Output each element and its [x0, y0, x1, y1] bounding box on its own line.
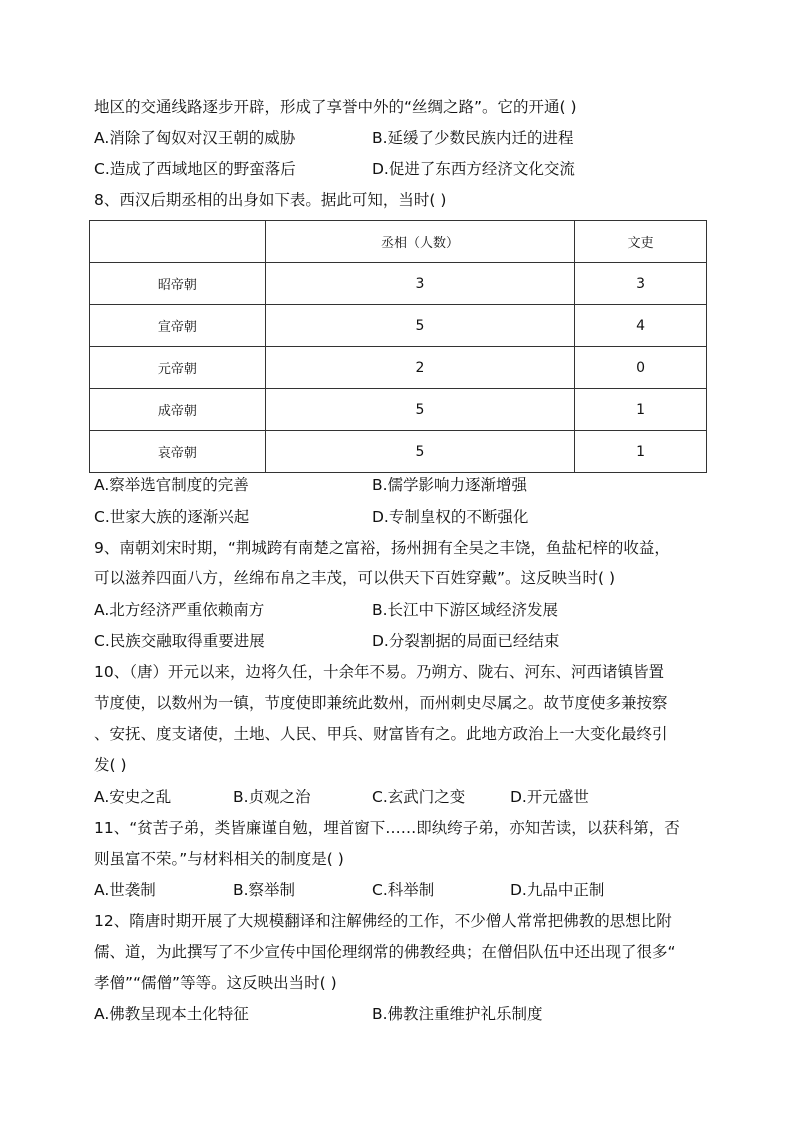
table-row	[90, 305, 707, 347]
table-row	[90, 347, 707, 389]
q12-stem-line-1: 12、隋唐时期开展了大规模翻译和注解佛经的工作，不少僧人常常把佛教的思想比附	[94, 912, 672, 930]
q8-option-a[interactable]: A.察举选官制度的完善	[94, 476, 249, 494]
q9-stem-line-1: 9、南朝刘宋时期，“荆城跨有南楚之富裕，扬州拥有全吴之丰饶，鱼盐杞梓的收益，	[94, 539, 670, 557]
table-cell-chancellors: 5	[265, 431, 574, 473]
q7-option-a[interactable]: A.消除了匈奴对汉王朝的威胁	[94, 129, 296, 147]
q10-stem-line-2: 节度使，以数州为一镇，节度使即兼统此数州，而州刺史尽属之。故节度使多兼按察	[94, 694, 668, 712]
table-row	[90, 431, 707, 473]
table-row	[90, 389, 707, 431]
q8-option-c[interactable]: C.世家大族的逐渐兴起	[94, 508, 250, 526]
table-cell-era: 成帝朝	[90, 389, 266, 431]
table-cell-era: 昭帝朝	[90, 263, 266, 305]
q8-table	[89, 220, 707, 473]
q8-option-b[interactable]: B.儒学影响力逐渐增强	[372, 476, 528, 494]
q12-stem-line-3: 孝僧”“儒僧”等等。这反映出当时( )	[94, 974, 337, 992]
q7-option-d[interactable]: D.促进了东西方经济文化交流	[372, 160, 575, 178]
table-cell-clerks: 3	[575, 263, 707, 305]
q10-option-b[interactable]: B.贞观之治	[233, 788, 311, 806]
q12-option-a[interactable]: A.佛教呈现本土化特征	[94, 1005, 249, 1023]
q8-stem: 8、西汉后期丞相的出身如下表。据此可知，当时( )	[94, 191, 447, 209]
q10-stem-line-4: 发( )	[94, 756, 127, 774]
q7-option-b[interactable]: B.延缓了少数民族内迁的进程	[372, 129, 574, 147]
q10-option-d[interactable]: D.开元盛世	[510, 788, 589, 806]
table-header-row	[90, 221, 707, 263]
table-cell-era: 哀帝朝	[90, 431, 266, 473]
table-header-cell	[90, 221, 266, 263]
q10-option-a[interactable]: A.安史之乱	[94, 788, 172, 806]
table-cell-chancellors: 5	[265, 389, 574, 431]
q10-stem-line-3: 、安抚、度支诸使，土地、人民、甲兵、财富皆有之。此地方政治上一大变化最终引	[94, 725, 668, 743]
table-cell-clerks: 4	[575, 305, 707, 347]
q8-option-d[interactable]: D.专制皇权的不断强化	[372, 508, 529, 526]
q9-option-a[interactable]: A.北方经济严重依赖南方	[94, 601, 265, 619]
q11-stem-line-2: 则虽富不荣。”与材料相关的制度是( )	[94, 850, 344, 868]
q7-stem-tail: 地区的交通线路逐步开辟，形成了享誉中外的“丝绸之路”。它的开通( )	[94, 98, 577, 116]
q10-stem-line-1: 10、（唐）开元以来，边将久任，十余年不易。乃朔方、陇右、河东、河西诸镇皆置	[94, 663, 664, 681]
table-cell-era: 元帝朝	[90, 347, 266, 389]
table-header-cell: 文吏	[575, 221, 707, 263]
table-cell-clerks: 0	[575, 347, 707, 389]
table-cell-chancellors: 2	[265, 347, 574, 389]
table-cell-chancellors: 5	[265, 305, 574, 347]
table-cell-era: 宣帝朝	[90, 305, 266, 347]
q12-option-b[interactable]: B.佛教注重维护礼乐制度	[372, 1005, 543, 1023]
q9-option-b[interactable]: B.长江中下游区域经济发展	[372, 601, 559, 619]
q11-option-c[interactable]: C.科举制	[372, 881, 435, 899]
table-cell-chancellors: 3	[265, 263, 574, 305]
q11-option-b[interactable]: B.察举制	[233, 881, 296, 899]
q10-option-c[interactable]: C.玄武门之变	[372, 788, 466, 806]
q11-option-d[interactable]: D.九品中正制	[510, 881, 605, 899]
q9-option-d[interactable]: D.分裂割据的局面已经结束	[372, 632, 560, 650]
table-cell-clerks: 1	[575, 431, 707, 473]
q12-stem-line-2: 儒、道，为此撰写了不少宣传中国伦理纲常的佛教经典；在僧侣队伍中还出现了很多“	[94, 943, 676, 961]
q11-option-a[interactable]: A.世袭制	[94, 881, 156, 899]
table-header-cell: 丞相（人数）	[265, 221, 574, 263]
table-row	[90, 263, 707, 305]
q7-option-c[interactable]: C.造成了西域地区的野蛮落后	[94, 160, 296, 178]
q11-stem-line-1: 11、“贫苦子弟，类皆廉谨自勉，埋首窗下……即纨绔子弟，亦知苦读，以获科第，否	[94, 819, 680, 837]
table-cell-clerks: 1	[575, 389, 707, 431]
q9-stem-line-2: 可以滋养四面八方，丝绵布帛之丰茂，可以供天下百姓穿戴”。这反映当时( )	[94, 569, 616, 587]
q9-option-c[interactable]: C.民族交融取得重要进展	[94, 632, 265, 650]
